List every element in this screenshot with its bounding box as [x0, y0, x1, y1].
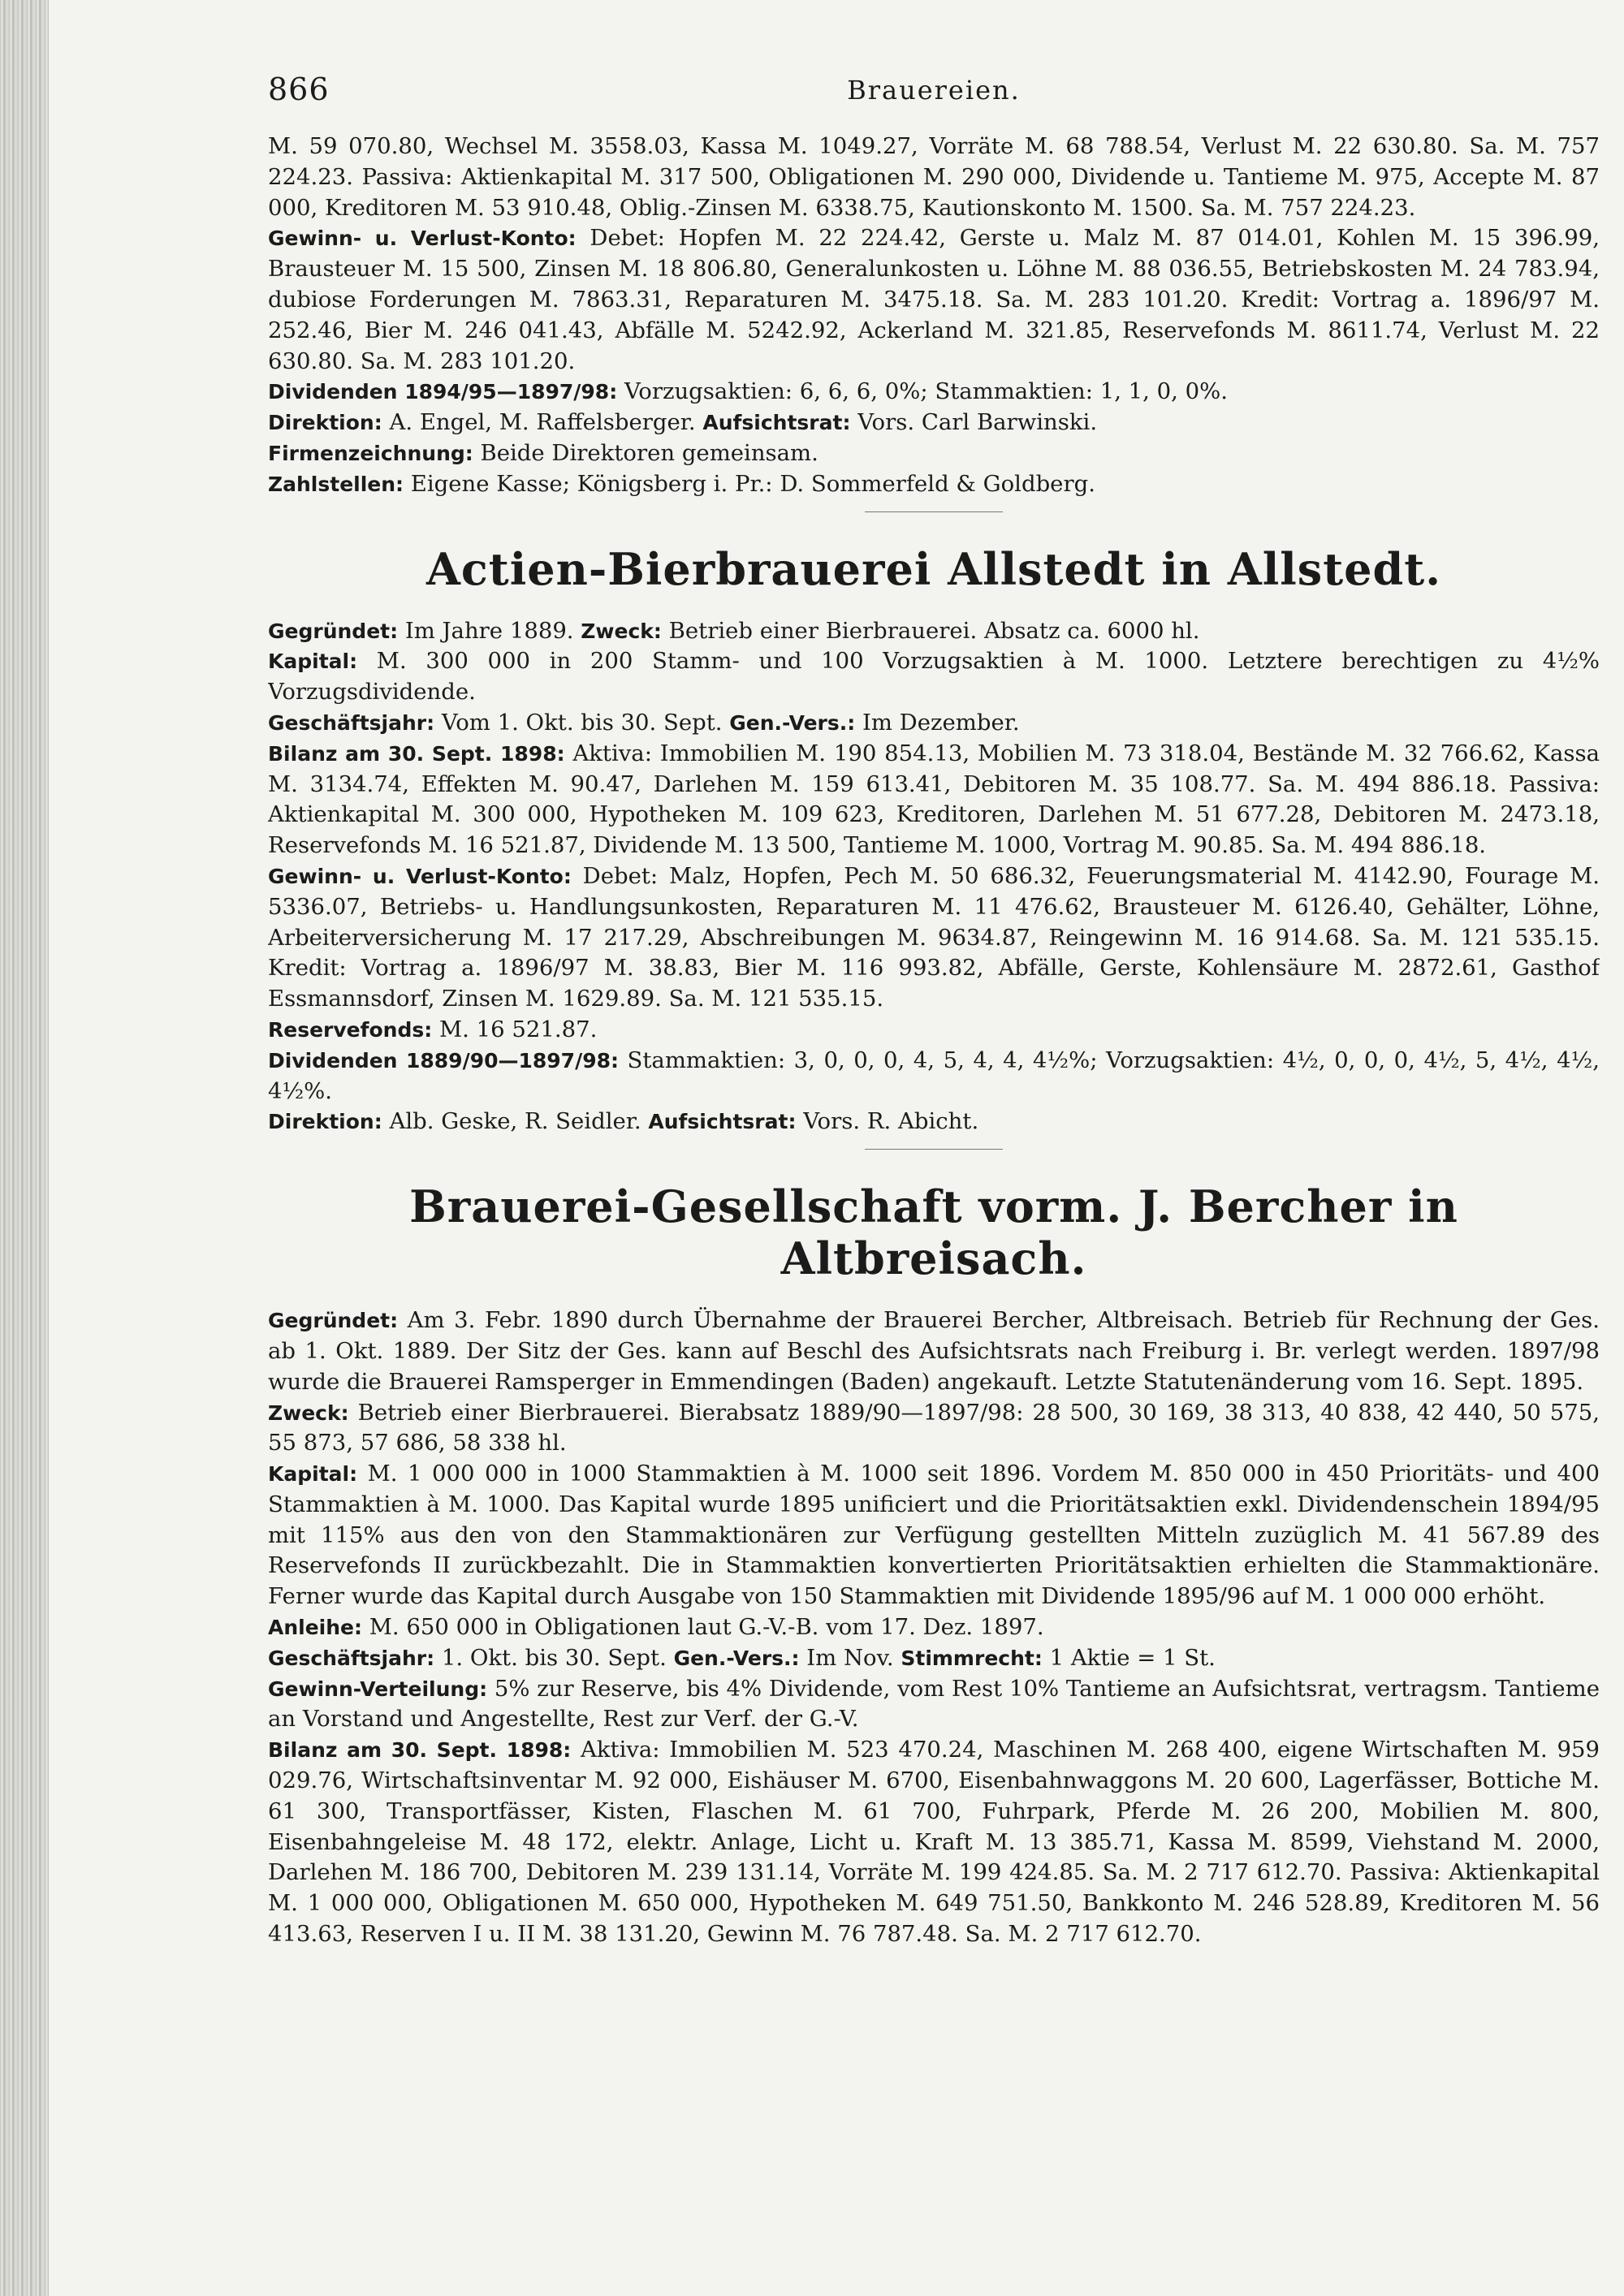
entry-label: Reservefonds: [268, 1017, 433, 1042]
entry-label: Zahlstellen: [268, 472, 404, 496]
entry-label: Kapital: [268, 1462, 358, 1487]
section-separator [865, 1149, 1003, 1150]
entry-paragraph [268, 1735, 1600, 1950]
entry-text: Im Jahre 1889. [398, 617, 581, 644]
entry-label: Anleihe: [268, 1616, 362, 1640]
entry-text: A. Engel, M. Raffelsberger. [382, 409, 703, 436]
entry-paragraph [268, 223, 1600, 377]
entry-label: Direktion: [268, 411, 382, 435]
entry-label: Gen.-Vers.: [729, 710, 856, 735]
page-number: 866 [268, 71, 330, 107]
running-head: Brauereien. [847, 75, 1021, 106]
entry-label: Gewinn- u. Verlust-Konto: [268, 227, 577, 251]
entry-text: Debet: Malz, Hopfen, Pech M. 50 686.32, Feuerungsmaterial M. 4142.90, Fourage M. 5336.07, Betriebs- u. Handlungsunkosten, Reparaturen M. 11 476.62, Brausteuer M. 6126.40, Gehälter, Löhne, Arbeiterversicherung M. 17 217.29, Abschreibungen M. 9634.87, Reingewinn M. 16 914.68. Sa. M. 121 535.15. Kredit: Vortrag a. 1896/97 M. 38.83, Bier M. 116 993.82, Abfälle, Gerste, Kohlensäure M. 2872.61, Gasthof Essmannsdorf, Zinsen M. 1629.89. Sa. M. 121 535.15. [268, 862, 1600, 1012]
entry-text: Vom 1. Okt. bis 30. Sept. [434, 709, 730, 736]
entry-label: Stimmrecht: [901, 1646, 1043, 1670]
entry-paragraph [268, 1015, 1600, 1046]
entry-text: Debet: Hopfen M. 22 224.42, Gerste u. Malz M. 87 014.01, Kohlen M. 15 396.99, Brausteuer M. 15 500, Zinsen M. 18 806.80, Generalunkosten u. Löhne M. 88 036.55, Betriebskosten M. 24 783.94, dubiose Forderungen M. 7863.31, Reparaturen M. 3475.18. Sa. M. 283 101.20. Kredit: Vortrag a. 1896/97 M. 252.46, Bier M. 246 041.43, Abfälle M. 5242.92, Ackerland M. 321.85, Reservefonds M. 8611.74, Verlust M. 22 630.80. Sa. M. 283 101.20. [268, 225, 1600, 374]
entry-text: Stammaktien: 3, 0, 0, 0, 4, 5, 4, 4, 4½%; Vorzugsaktien: 4½, 0, 0, 0, 4½, 5, 4½, 4½, 4½%. [268, 1047, 1600, 1104]
entry-text: M. 1 000 000 in 1000 Stammaktien à M. 1000 seit 1896. Vordem M. 850 000 in 450 Prioritäts- und 400 Stammaktien à M. 1000. Das Kapital wurde 1895 unificiert und die Prioritätsaktien exkl. Dividendenschein 1894/95 mit 115% aus den von den Stammaktionären zur Verfügung gestellten Mitteln zuzüglich M. 41 567.89 des Reservefonds II zurückbezahlt. Die in Stammaktien konvertierten Prioritätsaktien erhielten die Stammaktionäre. Ferner wurde das Kapital durch Ausgabe von 150 Stammaktien mit Dividende 1895/96 auf M. 1 000 000 erhöht. [268, 1461, 1600, 1610]
entry-label: Gewinn-Verteilung: [268, 1677, 488, 1701]
entry-text: Vors. R. Abicht. [796, 1108, 979, 1135]
entry-paragraph [268, 408, 1600, 438]
entry-text: M. 59 070.80, Wechsel M. 3558.03, Kassa M. 1049.27, Vorräte M. 68 788.54, Verlust M. 22 630.80. Sa. M. 757 224.23. Passiva: Aktienkapital M. 317 500, Obligationen M. 290 000, Dividende u. Tantieme M. 975, Accepte M. 87 000, Kreditoren M. 53 910.48, Oblig.-Zinsen M. 6338.75, Kautionskonto M. 1500. Sa. M. 757 224.23. [268, 133, 1600, 221]
entry-label: Zweck: [581, 619, 662, 643]
entry-text: Vorzugsaktien: 6, 6, 6, 0%; Stammaktien: 1, 1, 0, 0%. [617, 378, 1229, 405]
entry-paragraph [268, 1674, 1600, 1736]
entry-paragraph [268, 1643, 1600, 1674]
entry-paragraph [268, 1306, 1600, 1397]
entry-text: Im Dezember. [855, 709, 1020, 736]
entry-paragraph [268, 1459, 1600, 1612]
company-title: Brauerei-Gesellschaft vorm. J. Bercher in Altbreisach. [409, 1180, 1458, 1285]
document-page [268, 71, 1600, 2264]
entry-paragraph [268, 132, 1600, 223]
entry-label: Zweck: [268, 1400, 349, 1425]
entry-label: Bilanz am 30. Sept. 1898: [268, 1738, 572, 1763]
entry-text: Betrieb einer Bierbrauerei. Absatz ca. 6000 hl. [661, 617, 1200, 644]
entry-label: Geschäftsjahr: [268, 710, 435, 735]
entry-label: Direktion: [268, 1110, 382, 1134]
entry-paragraph [268, 616, 1600, 647]
entry-text: M. 650 000 in Obligationen laut G.-V.-B. vom 17. Dez. 1897. [362, 1614, 1044, 1641]
entry-text: Betrieb einer Bierbrauerei. Bierabsatz 1889/90—1897/98: 28 500, 30 169, 38 313, 40 838, 42 440, 50 575, 55 873, 57 686, 58 338 hl. [268, 1399, 1600, 1457]
entry-text: 1. Okt. bis 30. Sept. [434, 1644, 674, 1671]
entry-label: Kapital: [268, 650, 358, 674]
entry-text: M. 300 000 in 200 Stamm- und 100 Vorzugsaktien à M. 1000. Letztere berechtigen zu 4½% Vorzugsdividende. [268, 648, 1600, 706]
entry-text: Vors. Carl Barwinski. [850, 409, 1098, 436]
entry-paragraph [268, 1612, 1600, 1643]
entry-paragraph [268, 646, 1600, 708]
company-title: Actien-Bierbrauerei Allstedt in Allstedt. [426, 542, 1441, 595]
entry-text: Eigene Kasse; Königsberg i. Pr.: D. Sommerfeld & Goldberg. [404, 470, 1095, 497]
entry-paragraph [268, 1046, 1600, 1107]
entry-paragraph [268, 469, 1600, 500]
entry-label: Gegründet: [268, 1309, 399, 1333]
entry-paragraph [268, 861, 1600, 1015]
entry-label: Geschäftsjahr: [268, 1646, 435, 1670]
entry-text: Beide Direktoren gemeinsam. [473, 439, 818, 466]
entry-label: Bilanz am 30. Sept. 1898: [268, 741, 565, 766]
entry-paragraph [268, 739, 1600, 861]
entry-label: Gegründet: [268, 619, 399, 643]
entry-paragraph [268, 708, 1600, 739]
entry-text: Am 3. Febr. 1890 durch Übernahme der Brauerei Bercher, Altbreisach. Betrieb für Rechnung der Ges. ab 1. Okt. 1889. Der Sitz der Ges. kann auf Beschl des Aufsichtsrats nach Freiburg i. Br. verlegt werden. 1897/98 wurde die Brauerei Ramsperger in Emmendingen (Baden) angekauft. Letzte Statutenänderung vom 16. Sept. 1895. [268, 1307, 1600, 1395]
entry-label: Aufsichtsrat: [648, 1110, 797, 1134]
entry-paragraph [268, 1398, 1600, 1460]
book-binding-edge [0, 0, 49, 2296]
entry-label: Dividenden 1894/95—1897/98: [268, 380, 618, 404]
entry-paragraph [268, 377, 1600, 408]
entry-label: Dividenden 1889/90—1897/98: [268, 1048, 619, 1072]
section-separator [865, 511, 1003, 512]
page-header [268, 71, 1600, 128]
entry-label: Gen.-Vers.: [673, 1646, 800, 1670]
entry-text: 5% zur Reserve, bis 4% Dividende, vom Rest 10% Tantieme an Aufsichtsrat, vertragsm. Tantieme an Vorstand und Angestellte, Rest zur Verf. der G.-V. [268, 1675, 1600, 1733]
entry-text: Im Nov. [799, 1644, 901, 1671]
entry-label: Aufsichtsrat: [702, 411, 851, 435]
entry-label: Firmenzeichnung: [268, 441, 473, 465]
entry-text: Aktiva: Immobilien M. 523 470.24, Maschinen M. 268 400, eigene Wirtschaften M. 959 029.76, Wirtschaftsinventar M. 92 000, Eishäuser M. 6700, Eisenbahnwaggons M. 20 600, Lagerfässer, Bottiche M. 61 300, Transportfässer, Kisten, Flaschen M. 61 700, Fuhrpark, Pferde M. 26 200, Mobilien M. 800, Eisenbahngeleise M. 48 172, elektr. Anlage, Licht u. Kraft M. 13 385.71, Kassa M. 8599, Viehstand M. 2000, Darlehen M. 186 700, Debitoren M. 239 131.14, Vorräte M. 199 424.85. Sa. M. 2 717 612.70. Passiva: Aktienkapital M. 1 000 000, Obligationen M. 650 000, Hypotheken M. 649 751.50, Bankkonto M. 246 528.89, Kreditoren M. 56 413.63, Reserven I u. II M. 38 131.20, Gewinn M. 76 787.48. Sa. M. 2 717 612.70. [268, 1737, 1600, 1948]
page-content [268, 132, 1600, 1950]
entry-paragraph [268, 438, 1600, 469]
entry-text: 1 Aktie = 1 St. [1042, 1644, 1216, 1671]
entry-label: Gewinn- u. Verlust-Konto: [268, 864, 572, 888]
entry-paragraph [268, 1107, 1600, 1137]
entry-text: Alb. Geske, R. Seidler. [382, 1108, 649, 1135]
entry-text: M. 16 521.87. [432, 1016, 598, 1042]
entry-text: Aktiva: Immobilien M. 190 854.13, Mobilien M. 73 318.04, Bestände M. 32 766.62, Kassa M. 3134.74, Effekten M. 90.47, Darlehen M. 159 613.41, Debitoren M. 35 108.77. Sa. M. 494 886.18. Passiva: Aktienkapital M. 300 000, Hypotheken M. 109 623, Kreditoren, Darlehen M. 51 677.28, Debitoren M. 2473.18, Reservefonds M. 16 521.87, Dividende M. 13 500, Tantieme M. 1000, Vortrag M. 90.85. Sa. M. 494 886.18. [268, 740, 1600, 859]
